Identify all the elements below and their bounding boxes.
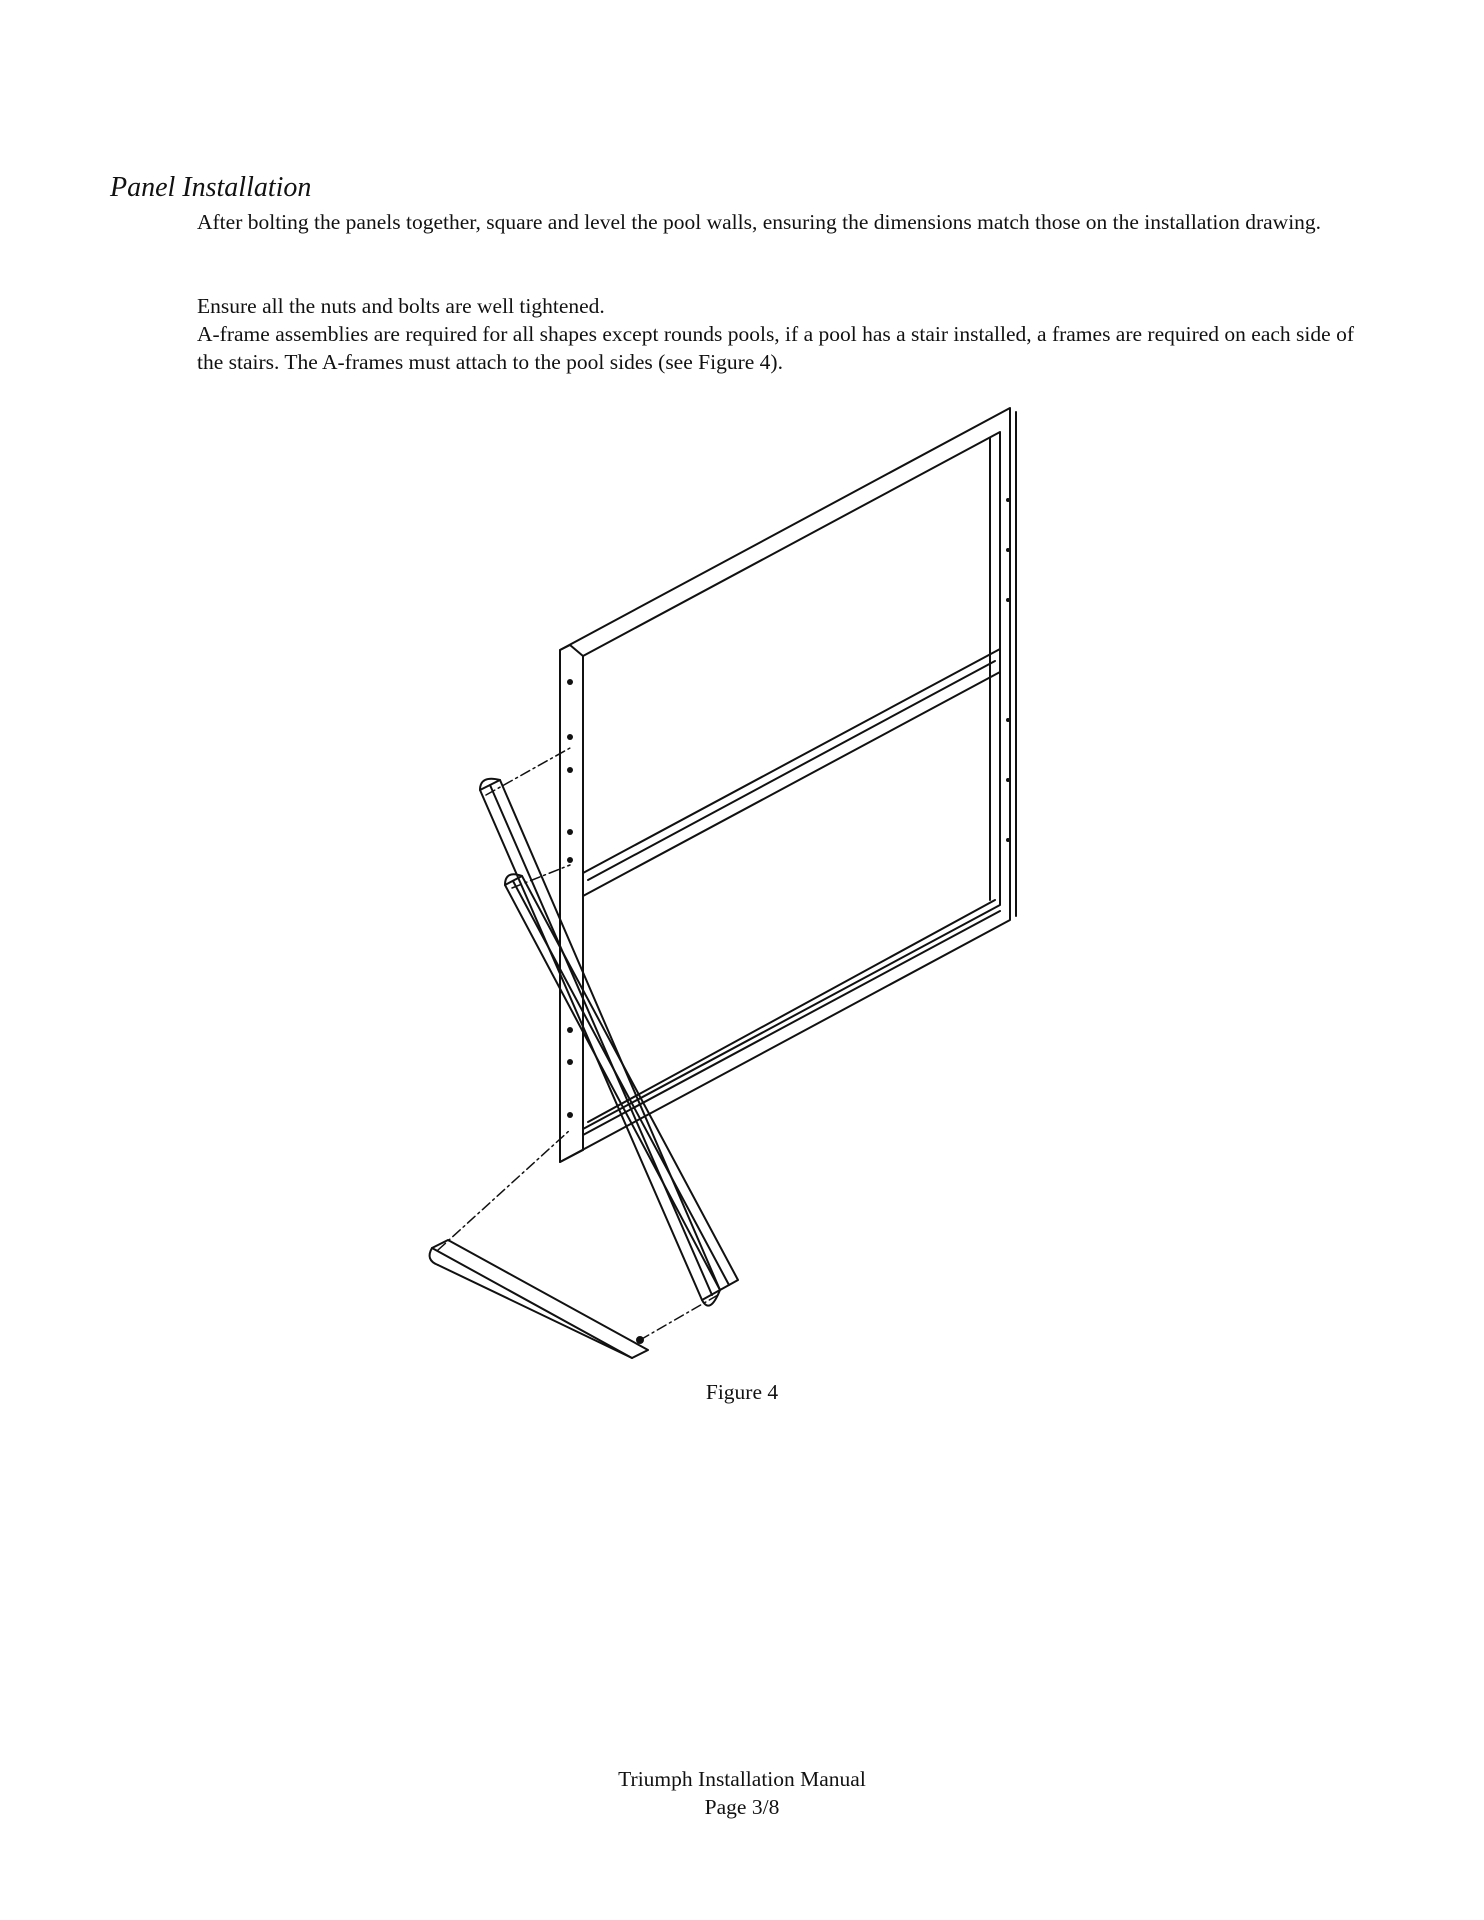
section-heading: Panel Installation: [110, 172, 312, 203]
panel-frame: [560, 408, 1016, 1162]
page-footer: [0, 1765, 1484, 1821]
a-frame-brace-back: [505, 874, 738, 1290]
paragraph-square-level: After bolting the panels together, square and level the pool walls, ensuring the dimensions match those on the installation drawing.: [197, 210, 1322, 234]
footer-page-number: Page 3/8: [704, 1795, 780, 1819]
paragraph-a-frame: A-frame assemblies are required for all shapes except rounds pools, if a pool has a stair installed, a frames are required on each side of the stairs. The A-frames must attach to the pool sides (see Figure 4).: [197, 322, 1354, 374]
assembly-guide-lines: [438, 748, 718, 1340]
paragraph-tighten-bolts: Ensure all the nuts and bolts are well tightened.: [197, 294, 605, 318]
footer-title: Triumph Installation Manual: [618, 1767, 866, 1791]
figure-caption: Figure 4: [705, 1380, 779, 1404]
a-frame-base-foot: [430, 1240, 648, 1358]
a-frame-panel-illustration: [420, 400, 1040, 1360]
